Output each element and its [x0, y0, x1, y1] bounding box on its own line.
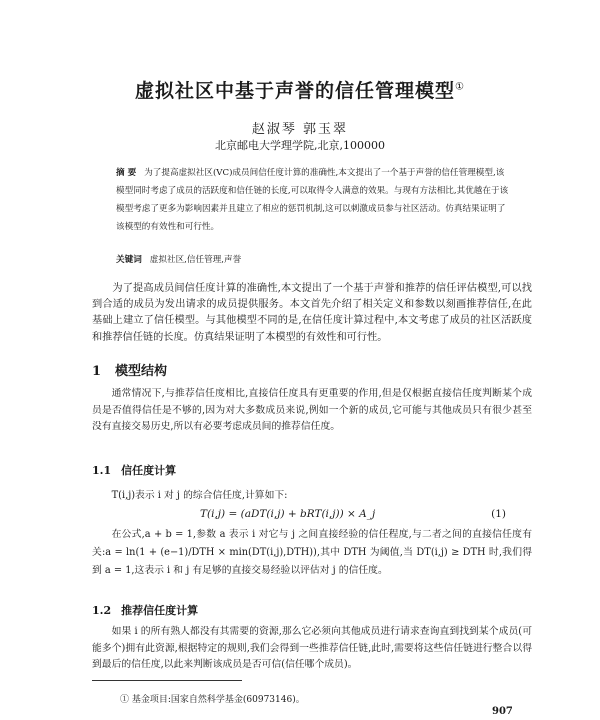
section-1-1-title: 信任度计算: [121, 464, 177, 477]
paper-title: [0, 76, 600, 103]
keywords-label: 关键词: [116, 255, 142, 265]
section-1-2-number: 1.2: [92, 604, 112, 617]
abstract-label: 摘 要: [116, 168, 137, 178]
equation-1: [200, 508, 532, 520]
page-number: 907: [492, 706, 513, 717]
title-text: 虚拟社区中基于声誉的信任管理模型: [135, 80, 456, 102]
equation-1-number: (1): [491, 508, 506, 520]
section-1-heading: [92, 360, 167, 379]
section-1-title: 模型结构: [115, 364, 168, 379]
affiliation: 北京邮电大学理学院,北京,100000: [215, 139, 385, 152]
section-1-2-title: 推荐信任度计算: [121, 604, 199, 617]
trust-definition-paragraph: T(i,j)表示 i 对 j 的综合信任度,计算如下:: [111, 490, 288, 501]
parameter-paragraph: 在公式,a + b = 1,参数 a 表示 i 对它与 j 之间直接经验的信任程度,与二者之间的直接信任度有关:a = ln(1 + (e−1)/DTH × min(DT(i,j),DTH)),其中 DTH 为阈值,当 DT(i,j) ≥ DTH 时,我们得到 a = 1,这表示 i 和 j 有足够的直接交易经验以评估对 j 的信任度。: [92, 529, 532, 576]
equation-1-text: T(i,j) = (aDT(i,j) + bRT(i,j)) × A_j: [200, 508, 376, 520]
section-1-1-number: 1.1: [92, 464, 112, 477]
section-1-paragraph: 通常情况下,与推荐信任度相比,直接信任度具有更重要的作用,但是仅根据直接信任度判断某个成员是否值得信任是不够的,因为对大多数成员来说,例如一个新的成员,它可能与其他成员只有很少甚至没有直接交易历史,所以有必要考虑成员间的推荐信任度。: [92, 388, 532, 432]
title-footnote-mark: ①: [455, 81, 465, 93]
section-1-number: 1: [92, 364, 102, 379]
keywords-text: 虚拟社区,信任管理,声誉: [149, 255, 242, 265]
abstract: [116, 164, 512, 236]
authors: 赵淑琴 郭玉翠: [251, 122, 349, 137]
section-1-2-heading: [92, 602, 198, 618]
keywords: [116, 252, 512, 268]
abstract-text: 为了提高虚拟社区(VC)成员间信任度计算的准确性,本文提出了一个基于声誉的信任管理模型,该模型同时考虑了成员的活跃度和信任链的长度,可以取得令人满意的效果。与现有方法相比,其优越在于该模型考虑了更多为影响因素并且建立了相应的惩罚机制,这可以刺激成员参与社区活动。仿真结果证明了该模型的有效性和可行性。: [116, 168, 509, 232]
section-1-2-paragraph: 如果 i 的所有熟人都没有其需要的资源,那么它必须向其他成员进行请求查询直到找到某个成员(可能多个)拥有此资源,根据特定的规则,我们会得到一些推荐信任链,此时,需要将这些信任链进行整合以得到最后的信任度,以此来判断该成员是否可信(信任哪个成员)。: [92, 626, 532, 670]
intro-paragraph: 为了提高成员间信任度计算的准确性,本文提出了一个基于声誉和推荐的信任评估模型,可以找到合适的成员为发出请求的成员提供服务。本文首先介绍了相关定义和参数以刻画推荐信任,在此基础上建立了信任模型。与其他模型不同的是,在信任度计算过程中,本文考虑了成员的社区活跃度和推荐信任链的长度。仿真结果证明了本模型的有效性和可行性。: [92, 283, 532, 343]
footnote: ① 基金项目:国家自然科学基金(60973146)。: [120, 695, 305, 705]
footnote-rule: [92, 680, 242, 681]
section-1-1-heading: [92, 462, 176, 478]
